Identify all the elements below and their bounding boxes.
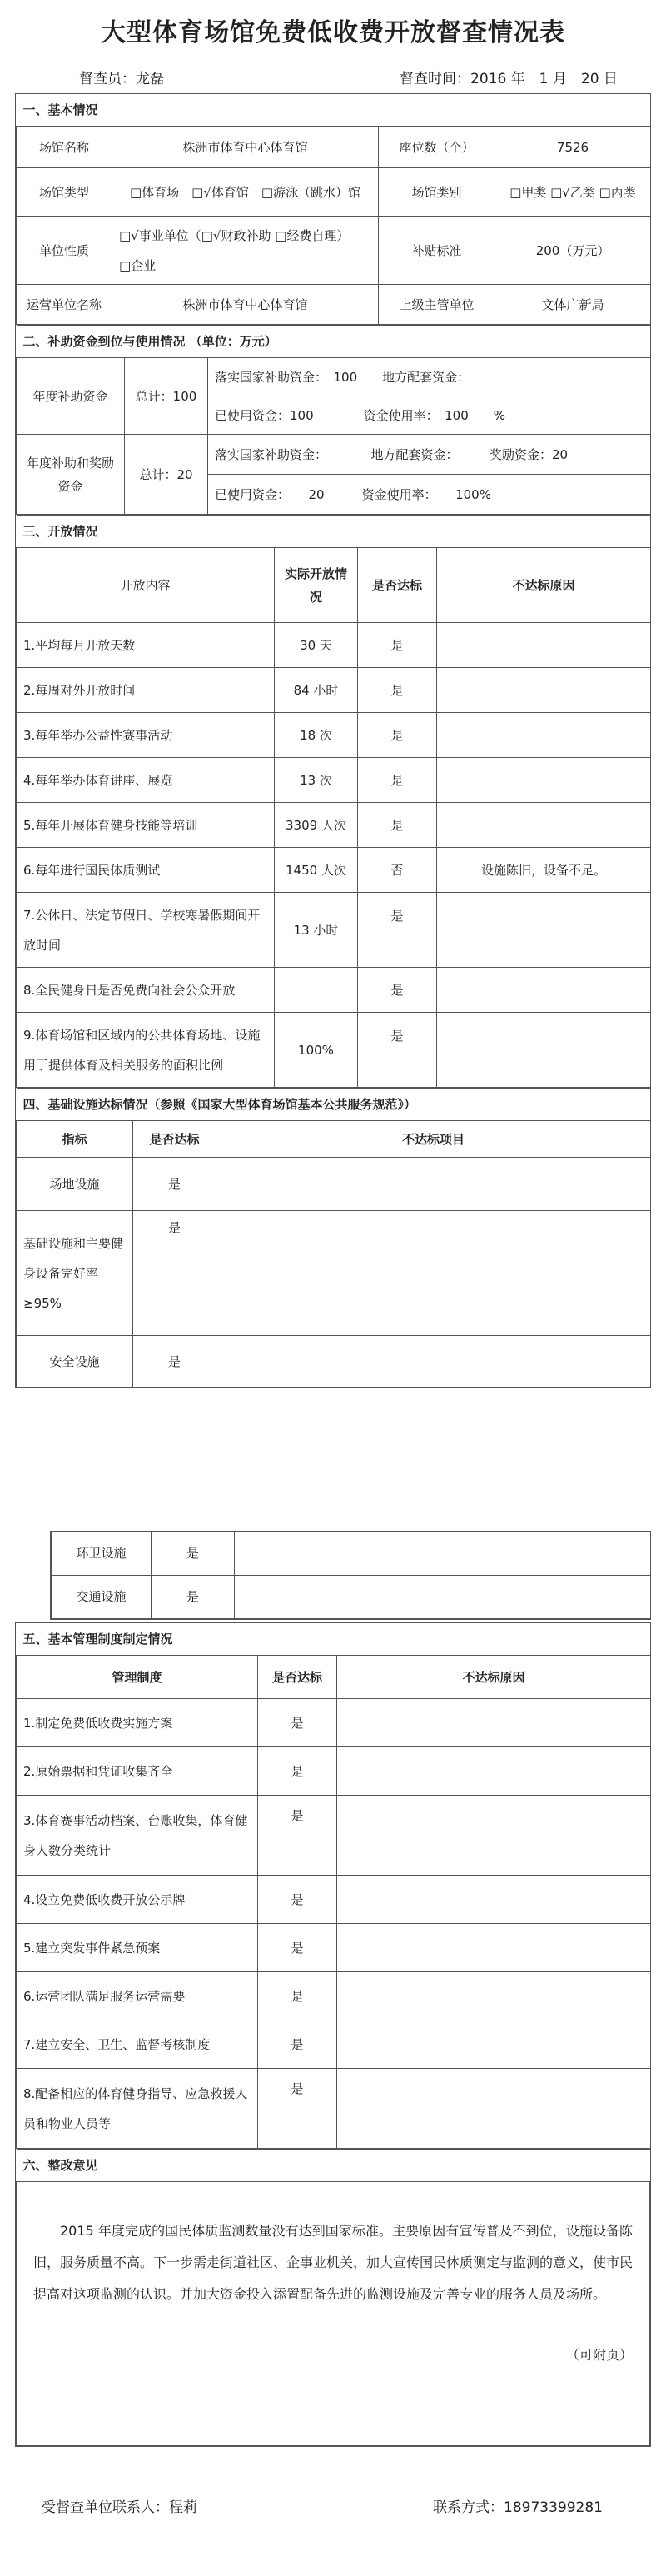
subsidy-label: 补贴标准 (379, 217, 495, 285)
table-cell: 2.每周对外开放时间 (17, 668, 275, 713)
table-cell (437, 713, 651, 758)
opening-table (16, 515, 651, 1088)
table-cell: 是 (258, 2020, 337, 2069)
table-cell: 8.全民健身日是否免费向社会公众开放 (17, 968, 275, 1013)
col-header: 指标 (17, 1121, 133, 1158)
seats-label: 座位数（个） (379, 127, 495, 168)
rectification-text: 2015 年度完成的国民体质监测数量没有达到国家标准。主要原因有宣传普及不到位，设施设备陈旧，服务质量不高。下一步需走街道社区、企事业机关，加大宣传国民体质测定与监测的意义，使市民提高对这项监测的认识。并加大资金投入添置配备先进的监测设施及完善专业的服务人员及场所。 (33, 2223, 634, 2302)
table-cell: 13 次 (275, 758, 358, 803)
unit-nature-line: □企业 (119, 257, 157, 273)
table-cell: 7.公休日、法定节假日、学校寒暑假期间开放时间 (17, 893, 275, 968)
table-cell (437, 893, 651, 968)
funding-table (16, 325, 651, 515)
table-cell: 设施陈旧，设备不足。 (437, 848, 651, 893)
table-cell (337, 1972, 651, 2020)
table-cell: 1.平均每月开放天数 (17, 623, 275, 668)
table-cell (337, 1699, 651, 1747)
col-header: 开放内容 (17, 548, 275, 623)
section-heading: 三、开放情况 (17, 516, 651, 548)
table-cell: 是 (358, 713, 437, 758)
table-cell: 5.建立突发事件紧急预案 (17, 1924, 258, 1972)
inspection-date: 督查时间：2016 年 1 月 20 日 (400, 71, 618, 87)
section-heading: 二、补助资金到位与使用情况 （单位：万元） (17, 326, 651, 358)
table-cell (437, 668, 651, 713)
basic-info-table (16, 94, 651, 325)
col-header: 是否达标 (258, 1656, 337, 1699)
table-cell: 是 (358, 803, 437, 848)
table-cell: 是 (358, 758, 437, 803)
table-cell: 是 (358, 893, 437, 968)
table-cell (216, 1158, 651, 1211)
table-cell (235, 1575, 651, 1618)
table-cell: 8.配备相应的体育健身指导、应急救援人员和物业人员等 (17, 2069, 258, 2149)
table-cell (337, 1876, 651, 1924)
reward-fund-total: 总计：20 (125, 435, 208, 515)
seats-value: 7526 (495, 127, 651, 168)
table-cell: 3.每年举办公益性赛事活动 (17, 713, 275, 758)
contact-phone: 联系方式：18973399281 (433, 2499, 603, 2516)
table-cell (337, 1796, 651, 1876)
table-cell: 4.设立免费低收费开放公示牌 (17, 1876, 258, 1924)
col-header: 是否达标 (358, 548, 437, 623)
table-cell: 场地设施 (17, 1158, 133, 1211)
table-cell: 84 小时 (275, 668, 358, 713)
operator-label: 运营单位名称 (17, 285, 112, 325)
reward-fund-line: 已使用资金： 20 资金使用率： 100% (208, 475, 651, 515)
section-heading: 一、基本情况 (17, 94, 651, 127)
reward-fund-line: 落实国家补助资金： 地方配套资金： 奖励资金：20 (208, 435, 651, 475)
col-header: 不达标原因 (437, 548, 651, 623)
table-cell: 是 (258, 1876, 337, 1924)
table-cell (437, 623, 651, 668)
venue-name-value: 株洲市体育中心体育馆 (112, 127, 379, 168)
table-cell: 安全设施 (17, 1336, 133, 1388)
table-cell: 18 次 (275, 713, 358, 758)
table-cell: 3.体育赛事活动档案、台账收集，体育健身人数分类统计 (17, 1796, 258, 1876)
table-cell: 是 (152, 1575, 235, 1618)
unit-nature-label: 单位性质 (17, 217, 112, 285)
table-cell (437, 1013, 651, 1088)
venue-type-label: 场馆类型 (17, 168, 112, 217)
table-cell: 是 (258, 1924, 337, 1972)
table-cell: 9.体育场馆和区域内的公共体育场地、设施用于提供体育及相关服务的面积比例 (17, 1013, 275, 1088)
col-header: 实际开放情况 (275, 548, 358, 623)
inspector-name: 督查员：龙磊 (79, 71, 164, 87)
page-title: 大型体育场馆免费低收费开放督查情况表 (101, 18, 565, 47)
table-cell: 是 (258, 1747, 337, 1796)
table-cell: 是 (258, 1972, 337, 2020)
table-cell: 是 (133, 1336, 216, 1388)
form-sheet-part2 (50, 1531, 651, 1620)
management-table (16, 1623, 651, 2149)
table-cell: 是 (133, 1158, 216, 1211)
table-cell (337, 2069, 651, 2149)
annual-subsidy-line: 已使用资金：100 资金使用率： 100 % (208, 396, 651, 435)
table-cell: 4.每年举办体育讲座、展览 (17, 758, 275, 803)
table-cell: 环卫设施 (52, 1532, 152, 1575)
section-heading: 五、基本管理制度制定情况 (17, 1623, 651, 1656)
venue-class-label: 场馆类别 (379, 168, 495, 217)
venue-type-value: □体育场 □√体育馆 □游泳（跳水）馆 (112, 168, 379, 217)
table-cell: 1450 人次 (275, 848, 358, 893)
table-cell: 2.原始票据和凭证收集齐全 (17, 1747, 258, 1796)
table-cell: 否 (358, 848, 437, 893)
table-cell: 100% (275, 1013, 358, 1088)
table-cell: 6.每年进行国民体质测试 (17, 848, 275, 893)
table-cell: 30 天 (275, 623, 358, 668)
table-cell (337, 1924, 651, 1972)
section-heading: 六、整改意见 (17, 2150, 650, 2182)
table-cell (337, 1747, 651, 1796)
col-header: 不达标项目 (216, 1121, 651, 1158)
table-cell: 是 (133, 1211, 216, 1336)
col-header: 管理制度 (17, 1656, 258, 1699)
table-cell (235, 1532, 651, 1575)
table-cell: 5.每年开展体育健身技能等培训 (17, 803, 275, 848)
authority-label: 上级主管单位 (379, 285, 495, 325)
table-cell: 是 (258, 1796, 337, 1876)
contact-person: 受督查单位联系人：程莉 (42, 2499, 197, 2516)
table-cell: 是 (358, 1013, 437, 1088)
section-heading: 四、基础设施达标情况（参照《国家大型体育场馆基本公共服务规范》） (17, 1089, 651, 1121)
table-cell: 1.制定免费低收费实施方案 (17, 1699, 258, 1747)
table-cell: 是 (258, 1699, 337, 1747)
reward-fund-label: 年度补助和奖励资金 (17, 435, 125, 515)
table-cell: 7.建立安全、卫生、监督考核制度 (17, 2020, 258, 2069)
operator-value: 株洲市体育中心体育馆 (112, 285, 379, 325)
table-cell (216, 1211, 651, 1336)
rectification-table (16, 2149, 650, 2446)
table-cell: 是 (152, 1532, 235, 1575)
form-sheet-part1 (15, 93, 651, 1388)
table-cell (437, 803, 651, 848)
table-cell (337, 2020, 651, 2069)
facility-table-cont (51, 1532, 651, 1619)
authority-value: 文体广新局 (495, 285, 651, 325)
table-cell: 是 (358, 668, 437, 713)
col-header: 不达标原因 (337, 1656, 651, 1699)
table-cell: 交通设施 (52, 1575, 152, 1618)
table-cell: 是 (358, 968, 437, 1013)
table-cell: 3309 人次 (275, 803, 358, 848)
table-cell (275, 968, 358, 1013)
table-cell: 基础设施和主要健身设备完好率≥95% (17, 1211, 133, 1336)
col-header: 是否达标 (133, 1121, 216, 1158)
attach-note: （可附页） (565, 2347, 633, 2363)
unit-nature-value (112, 217, 379, 285)
annual-subsidy-line: 落实国家补助资金： 100 地方配套资金： (208, 358, 651, 396)
venue-class-value: □甲类 □√乙类 □丙类 (495, 168, 651, 217)
annual-subsidy-label: 年度补助资金 (17, 358, 125, 435)
unit-nature-line: □√事业单位（□√财政补助 □经费自理） (119, 227, 350, 243)
table-cell: 是 (358, 623, 437, 668)
table-cell: 6.运营团队满足服务运营需要 (17, 1972, 258, 2020)
table-cell (216, 1336, 651, 1388)
form-sheet-part3 (15, 1622, 651, 2447)
subsidy-value: 200（万元） (495, 217, 651, 285)
table-cell (437, 758, 651, 803)
table-cell (437, 968, 651, 1013)
venue-name-label: 场馆名称 (17, 127, 112, 168)
annual-subsidy-total: 总计：100 (125, 358, 208, 435)
table-cell: 是 (258, 2069, 337, 2149)
rectification-cell (17, 2182, 650, 2446)
table-cell: 13 小时 (275, 893, 358, 968)
facility-table (16, 1088, 651, 1388)
